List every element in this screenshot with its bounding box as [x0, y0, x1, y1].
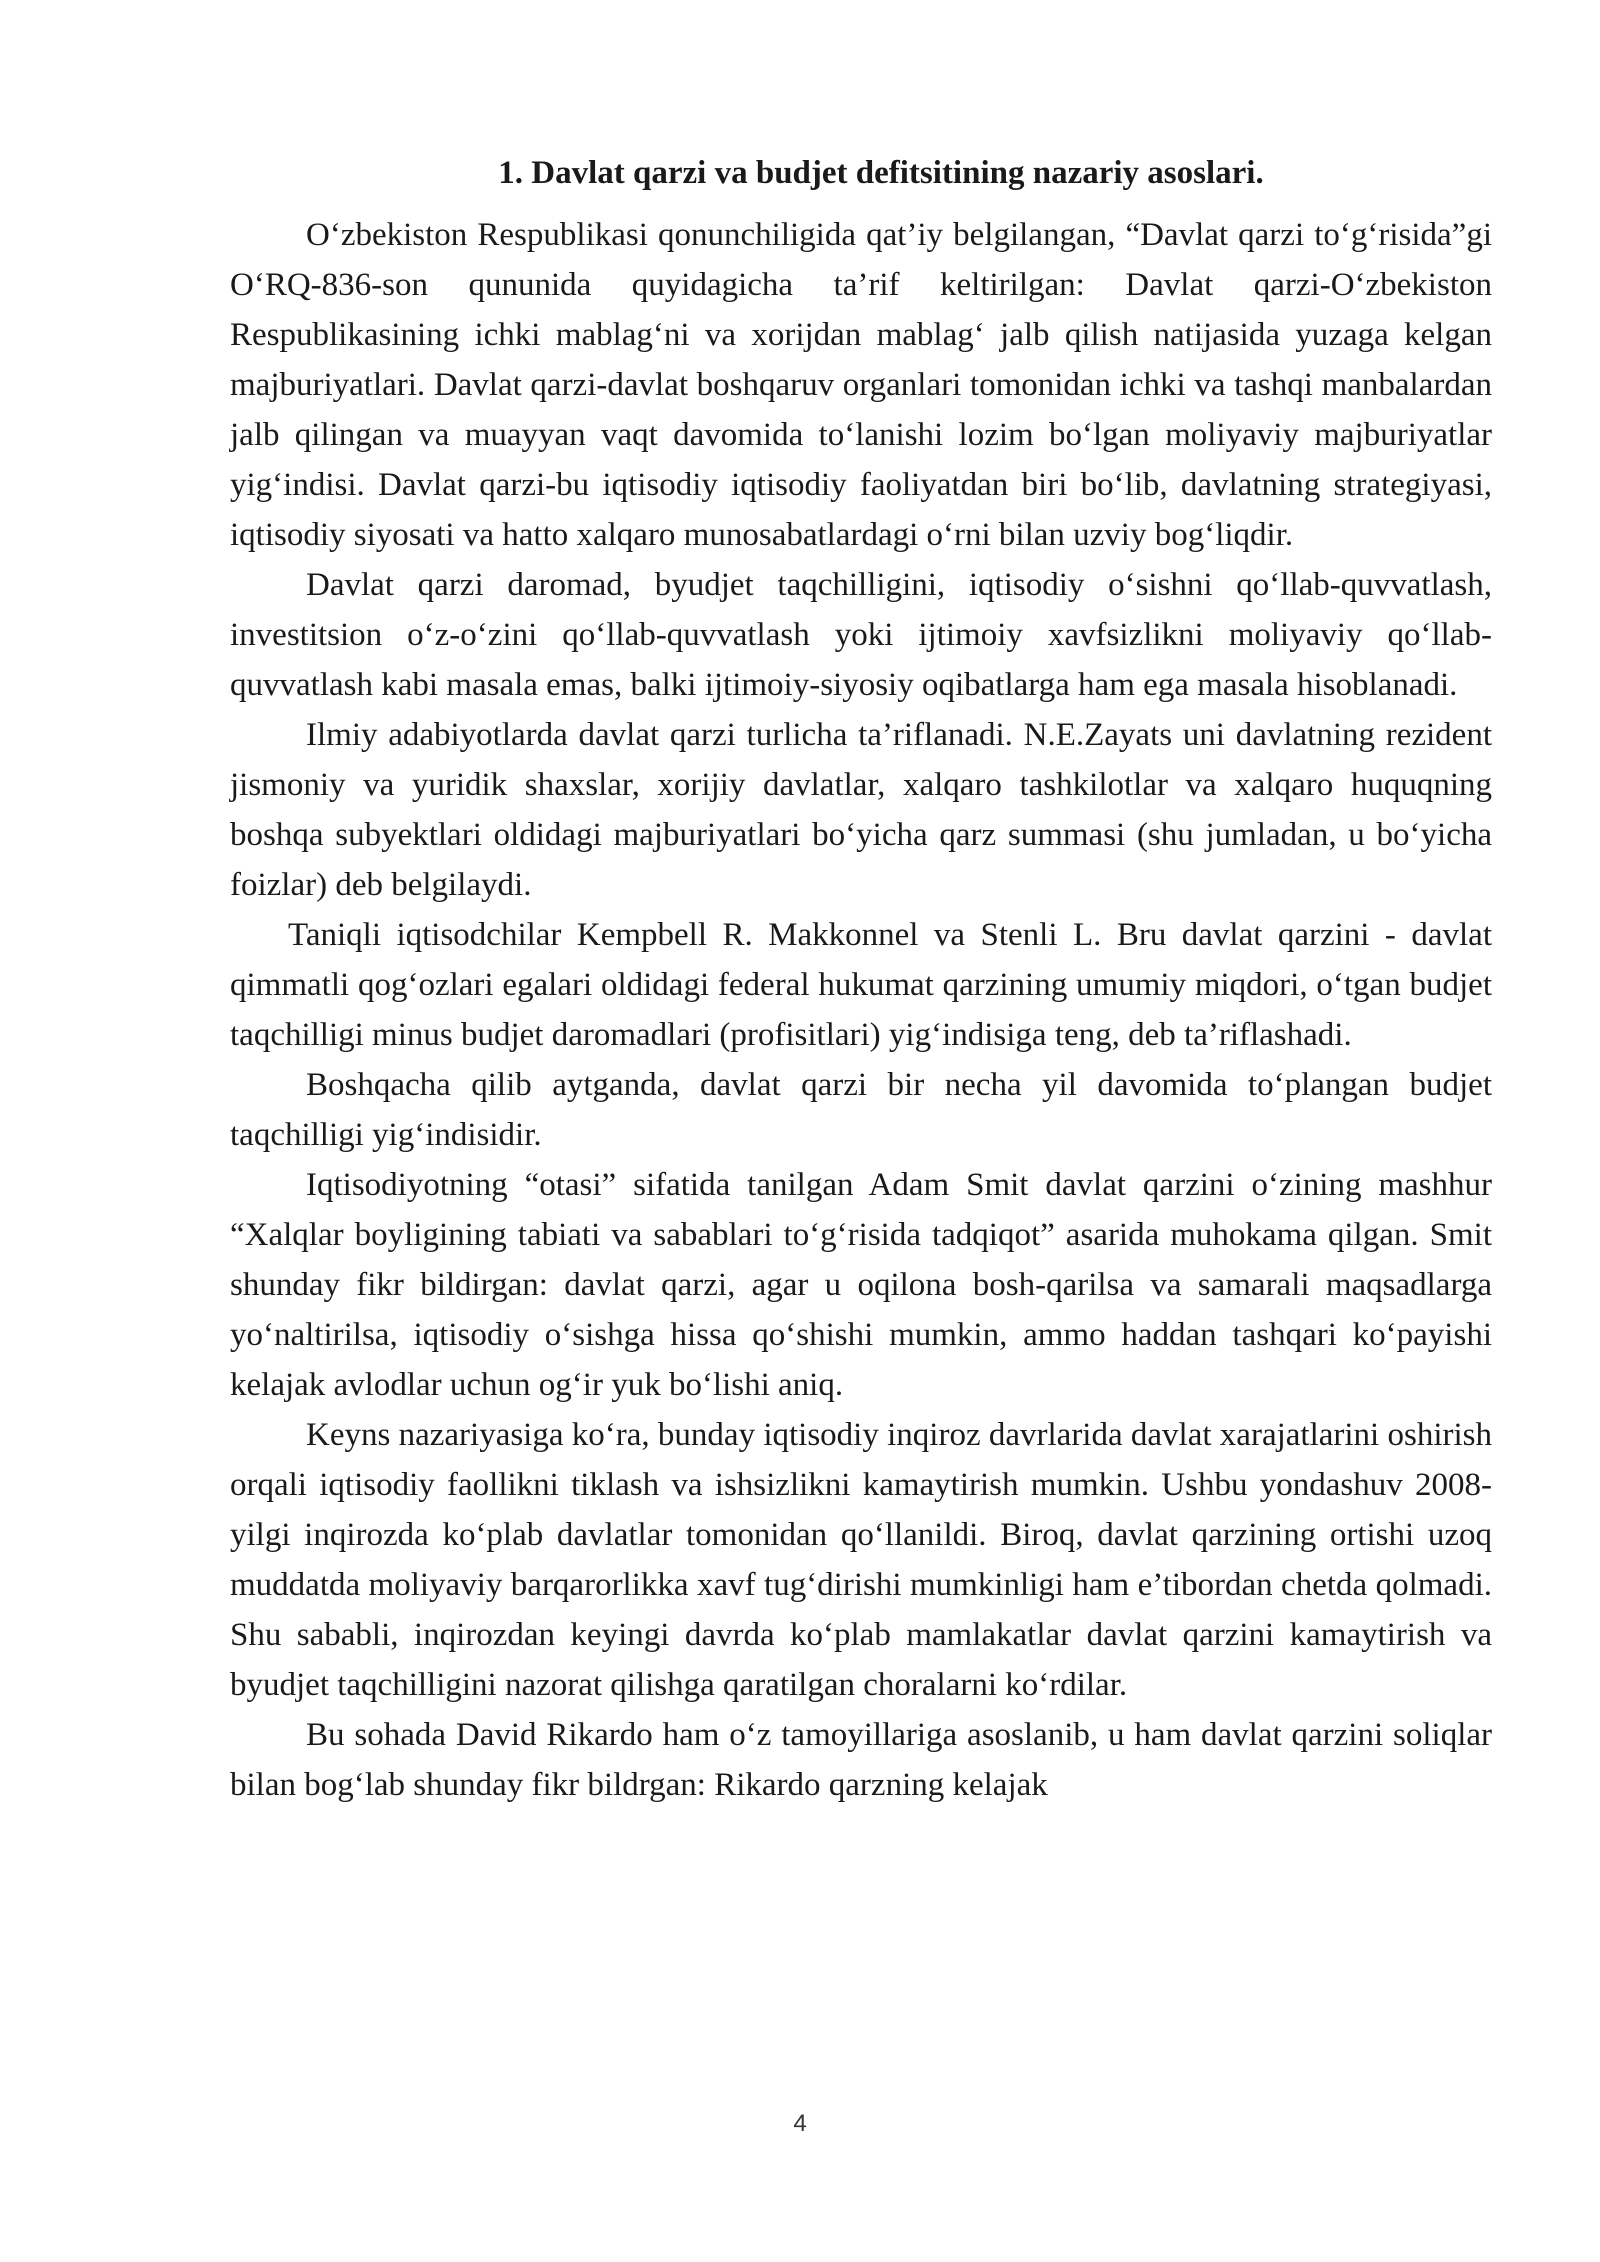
- page-number: 4: [793, 2110, 807, 2137]
- paragraph-ricardo: Bu sohada David Rikardo ham o‘z tamoyillariga asoslanib, u ham davlat qarzini soliqlar bilan bog‘lab shunday fikr bildrgan: Rikardo qarzning kelajak: [230, 1717, 1492, 1803]
- section-heading: 1. Davlat qarzi va budjet defitsitining nazariy asoslari.: [498, 155, 1264, 191]
- document-page: [230, 148, 1492, 1810]
- paragraph-definition: O‘zbekiston Respublikasi qonunchiligida qat’iy belgilangan, “Davlat qarzi to‘g‘risida”gi O‘RQ-836-son qununida quyidagicha ta’rif keltirilgan: Davlat qarzi-O‘zbekiston Respublikasining ichki mablag‘ni va xorijdan mablag‘ jalb qilish natijasida yuzaga kelgan majburiyatlari. Davlat qarzi-davlat boshqaruv organlari tomonidan ichki va tashqi manbalardan jalb qilingan va muayyan vaqt davomida to‘lanishi lozim bo‘lgan moliyaviy majburiyatlar yig‘indisi. Davlat qarzi-bu iqtisodiy iqtisodiy faoliyatdan biri bo‘lib, davlatning strategiyasi, iqtisodiy siyosati va hatto xalqaro munosabatlardagi o‘rni bilan uzviy bog‘liqdir.: [230, 217, 1492, 553]
- paragraph-zayats: Ilmiy adabiyotlarda davlat qarzi turlicha ta’riflanadi. N.E.Zayats uni davlatning rezident jismoniy va yuridik shaxslar, xorijiy davlatlar, xalqaro tashkilotlar va xalqaro huquqning boshqa subyektlari oldidagi majburiyatlari bo‘yicha qarz summasi (shu jumladan, u bo‘yicha foizlar) deb belgilaydi.: [230, 717, 1492, 903]
- paragraph-debt-role: Davlat qarzi daromad, byudjet taqchilligini, iqtisodiy o‘sishni qo‘llab-quvvatlash, investitsion o‘z-o‘zini qo‘llab-quvvatlash yoki ijtimoiy xavfsizlikni moliyaviy qo‘llab-quvvatlash kabi masala emas, balki ijtimoiy-siyosiy oqibatlarga ham ega masala hisoblanadi.: [230, 567, 1492, 703]
- paragraph-makkonnel-bru: Taniqli iqtisodchilar Kempbell R. Makkonnel va Stenli L. Bru davlat qarzini - davlat qimmatli qog‘ozlari egalari oldidagi federal hukumat qarzining umumiy miqdori, o‘tgan budjet taqchilligi minus budjet daromadlari (profisitlari) yig‘indisiga teng, deb ta’riflashadi.: [230, 917, 1492, 1053]
- paragraph-summary: Boshqacha qilib aytganda, davlat qarzi bir necha yil davomida to‘plangan budjet taqchilligi yig‘indisidir.: [230, 1067, 1492, 1153]
- paragraph-adam-smith: Iqtisodiyotning “otasi” sifatida tanilgan Adam Smit davlat qarzini o‘zining mashhur “Xalqlar boyligining tabiati va sabablari to‘g‘risida tadqiqot” asarida muhokama qilgan. Smit shunday fikr bildirgan: davlat qarzi, agar u oqilona bosh-qarilsa va samarali maqsadlarga yo‘naltirilsa, iqtisodiy o‘sishga hissa qo‘shishi mumkin, ammo haddan tashqari ko‘payishi kelajak avlodlar uchun og‘ir yuk bo‘lishi aniq.: [230, 1167, 1492, 1403]
- paragraph-keynes: Keyns nazariyasiga ko‘ra, bunday iqtisodiy inqiroz davrlarida davlat xarajatlarini oshirish orqali iqtisodiy faollikni tiklash va ishsizlikni kamaytirish mumkin. Ushbu yondashuv 2008-yilgi inqirozda ko‘plab davlatlar tomonidan qo‘llanildi. Biroq, davlat qarzining ortishi uzoq muddatda moliyaviy barqarorlikka xavf tug‘dirishi mumkinligi ham e’tibordan chetda qolmadi. Shu sababli, inqirozdan keyingi davrda ko‘plab mamlakatlar davlat qarzini kamaytirish va byudjet taqchilligini nazorat qilishga qaratilgan choralarni ko‘rdilar.: [230, 1417, 1492, 1703]
